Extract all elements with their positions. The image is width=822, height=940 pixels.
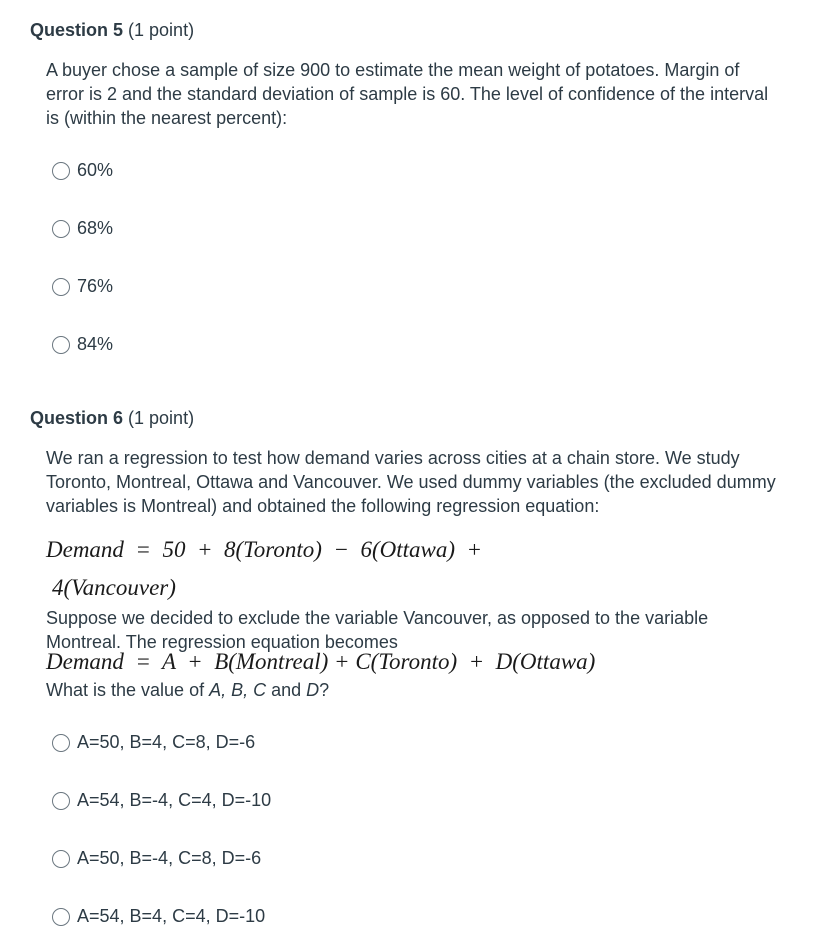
q5-option-3-label: 76% [77, 276, 114, 296]
regression-equation-2: Demand = A + B(Montreal) + C(Toronto) + D(Ottawa) [46, 649, 596, 674]
q6-option-4-label: A=54, B=4, C=4, D=-10 [77, 906, 266, 926]
q5-option-3[interactable] [52, 276, 113, 297]
regression-equation-1-line-2: 4(Vancouver) [52, 575, 176, 600]
q5-option-4[interactable] [52, 334, 113, 355]
question-6-prompt: What is the value of A, B, C and D? [46, 680, 330, 700]
q5-option-1-label: 60% [77, 160, 114, 180]
question-5-header [30, 20, 194, 41]
q6-option-1[interactable] [52, 732, 255, 753]
q6-option-1-label: A=50, B=4, C=8, D=-6 [77, 732, 256, 752]
q6-option-3[interactable] [52, 848, 261, 869]
regression-equation-1-line-1: Demand = 50 + 8(Toronto) − 6(Ottawa) + [46, 537, 483, 562]
radio-button[interactable] [52, 278, 70, 296]
question-5-text: A buyer chose a sample of size 900 to estimate the mean weight of potatoes. Margin of error is 2 and the standard deviation of sample is 60. The level of confidence of the interval is (within the nearest percent): [46, 60, 769, 128]
question-6-middle: Suppose we decided to exclude the variable Vancouver, as opposed to the variable Montreal. The regression equation becomes [46, 608, 709, 652]
q5-option-1[interactable] [52, 160, 113, 181]
question-6-intro: We ran a regression to test how demand varies across cities at a chain store. We study Toronto, Montreal, Ottawa and Vancouver. We used dummy variables (the excluded dummy variables is Montreal) and obtained the following regression equation: [46, 448, 776, 516]
q6-option-2-label: A=54, B=-4, C=4, D=-10 [77, 790, 272, 810]
question-6-title: Question 6 [30, 408, 124, 428]
q6-option-3-label: A=50, B=-4, C=8, D=-6 [77, 848, 262, 868]
q6-option-4[interactable] [52, 906, 265, 927]
radio-button[interactable] [52, 162, 70, 180]
q5-option-4-label: 84% [77, 334, 114, 354]
q6-option-2[interactable] [52, 790, 271, 811]
question-5-points: (1 point) [128, 20, 195, 40]
q5-option-2[interactable] [52, 218, 113, 239]
question-6-header [30, 408, 194, 429]
radio-button[interactable] [52, 336, 70, 354]
question-5-title: Question 5 [30, 20, 124, 40]
radio-button[interactable] [52, 792, 70, 810]
radio-button[interactable] [52, 220, 70, 238]
q5-option-2-label: 68% [77, 218, 114, 238]
radio-button[interactable] [52, 734, 70, 752]
radio-button[interactable] [52, 908, 70, 926]
radio-button[interactable] [52, 850, 70, 868]
question-6-points: (1 point) [128, 408, 195, 428]
